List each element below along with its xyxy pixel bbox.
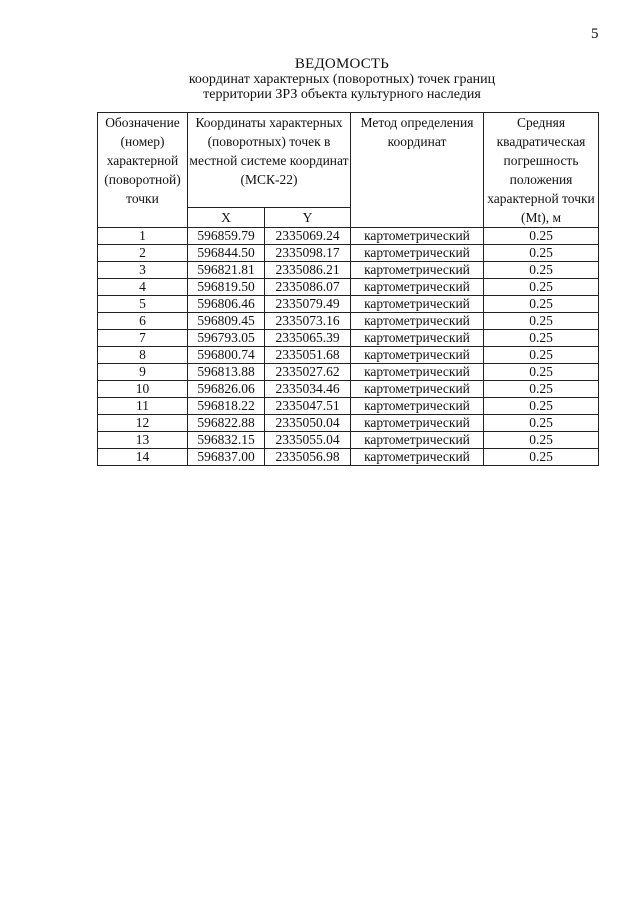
table-row [98,228,599,245]
cell-x: 596832.15 [188,432,265,449]
cell-y: 2335069.24 [265,228,351,245]
cell-y: 2335073.16 [265,313,351,330]
cell-error: 0.25 [484,347,599,364]
cell-y: 2335055.04 [265,432,351,449]
document-subtitle-line-1: координат характерных (поворотных) точек границ [188,72,496,87]
table-body [98,228,599,466]
cell-method: картометрический [351,449,484,466]
cell-x: 596821.81 [188,262,265,279]
header-error: Средняя квадратическая погрешность положения характерной точки (Мt), м [484,113,599,228]
cell-method: картометрический [351,364,484,381]
cell-error: 0.25 [484,330,599,347]
cell-y: 2335027.62 [265,364,351,381]
cell-point-number: 11 [98,398,188,415]
cell-x: 596800.74 [188,347,265,364]
cell-x: 596819.50 [188,279,265,296]
cell-y: 2335051.68 [265,347,351,364]
cell-error: 0.25 [484,364,599,381]
cell-method: картометрический [351,381,484,398]
cell-y: 2335065.39 [265,330,351,347]
cell-y: 2335086.21 [265,262,351,279]
cell-method: картометрический [351,262,484,279]
cell-method: картометрический [351,330,484,347]
document-subtitle-line-2: территории ЗРЗ объекта культурного наследия [203,87,481,102]
cell-point-number: 14 [98,449,188,466]
cell-error: 0.25 [484,432,599,449]
header-point-number: Обозначение (номер) характерной (поворотной) точки [98,113,188,228]
cell-point-number: 3 [98,262,188,279]
cell-x: 596806.46 [188,296,265,313]
cell-point-number: 4 [98,279,188,296]
cell-point-number: 2 [98,245,188,262]
cell-point-number: 6 [98,313,188,330]
cell-y: 2335034.46 [265,381,351,398]
cell-point-number: 5 [98,296,188,313]
cell-method: картометрический [351,228,484,245]
table-row [98,364,599,381]
header-x: X [188,208,265,228]
cell-x: 596809.45 [188,313,265,330]
table-row [98,330,599,347]
cell-point-number: 1 [98,228,188,245]
cell-method: картометрический [351,432,484,449]
cell-error: 0.25 [484,228,599,245]
table-row [98,262,599,279]
table-row [98,432,599,449]
table-row [98,398,599,415]
cell-y: 2335050.04 [265,415,351,432]
document-title-block [96,57,588,102]
cell-point-number: 7 [98,330,188,347]
cell-method: картометрический [351,398,484,415]
cell-x: 596813.88 [188,364,265,381]
cell-y: 2335098.17 [265,245,351,262]
table-row [98,245,599,262]
cell-error: 0.25 [484,262,599,279]
cell-method: картометрический [351,415,484,432]
cell-error: 0.25 [484,296,599,313]
cell-method: картометрический [351,245,484,262]
cell-point-number: 12 [98,415,188,432]
cell-error: 0.25 [484,398,599,415]
cell-error: 0.25 [484,279,599,296]
table-row [98,313,599,330]
cell-x: 596837.00 [188,449,265,466]
cell-y: 2335086.07 [265,279,351,296]
cell-method: картометрический [351,279,484,296]
table-row [98,415,599,432]
cell-error: 0.25 [484,415,599,432]
cell-x: 596822.88 [188,415,265,432]
cell-method: картометрический [351,296,484,313]
cell-point-number: 9 [98,364,188,381]
cell-x: 596818.22 [188,398,265,415]
cell-x: 596844.50 [188,245,265,262]
cell-x: 596859.79 [188,228,265,245]
header-y: Y [265,208,351,228]
cell-error: 0.25 [484,381,599,398]
header-row [98,113,599,208]
cell-y: 2335047.51 [265,398,351,415]
table-row [98,296,599,313]
table-row [98,347,599,364]
table-row [98,381,599,398]
cell-method: картометрический [351,313,484,330]
cell-point-number: 13 [98,432,188,449]
cell-point-number: 8 [98,347,188,364]
cell-error: 0.25 [484,245,599,262]
document-title: ВЕДОМОСТЬ [294,56,390,72]
cell-x: 596793.05 [188,330,265,347]
cell-error: 0.25 [484,313,599,330]
cell-y: 2335056.98 [265,449,351,466]
cell-point-number: 10 [98,381,188,398]
table-header [98,113,599,228]
cell-error: 0.25 [484,449,599,466]
cell-y: 2335079.49 [265,296,351,313]
table-row [98,449,599,466]
cell-method: картометрический [351,347,484,364]
header-coordinates: Координаты характерных (поворотных) точек в местной системе координат (МСК-22) [188,113,351,208]
header-method: Метод определения координат [351,113,484,228]
page-number: 5 [591,26,599,42]
table-row [98,279,599,296]
coordinates-table [97,112,599,466]
cell-x: 596826.06 [188,381,265,398]
